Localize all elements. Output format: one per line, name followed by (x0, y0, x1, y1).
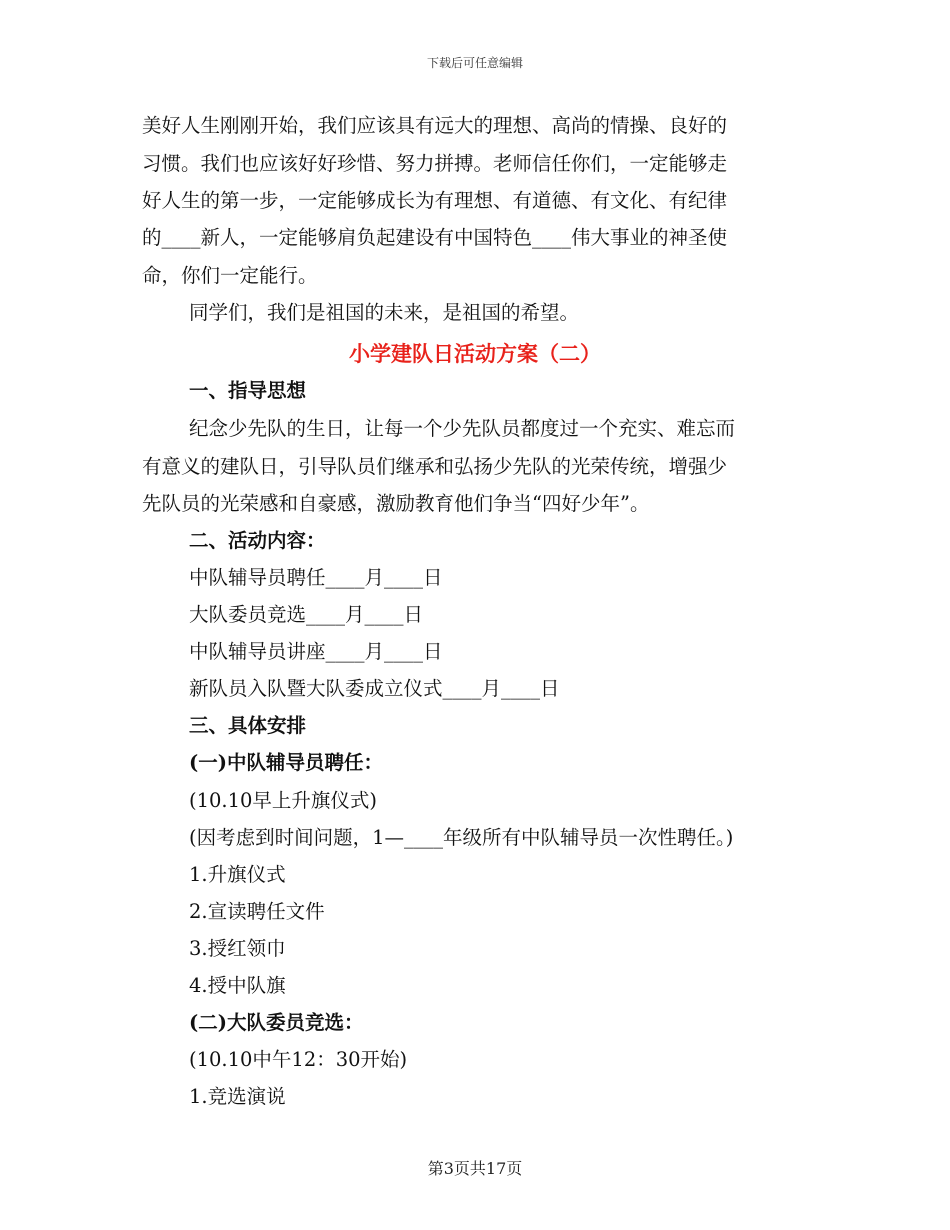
intro-line-2: 习惯。我们也应该好好珍惜、努力拼搏。老师信任你们，一定能够走 (142, 152, 728, 175)
part1-step-1: 1.升旗仪式 (189, 863, 286, 886)
content-heading: 二、活动内容： (189, 529, 326, 552)
page-footer: 第3页共17页 (427, 1159, 523, 1178)
guiding-line-3: 先队员的光荣感和自豪感，激励教育他们争当“四好少年”。 (142, 492, 650, 515)
part2-step-1: 1.竞选演说 (189, 1085, 286, 1108)
intro-closing: 同学们，我们是祖国的未来，是祖国的希望。 (189, 301, 580, 324)
guiding-line-2: 有意义的建队日，引导队员们继承和弘扬少先队的光荣传统，增强少 (142, 455, 728, 478)
part1-step-4: 4.授中队旗 (189, 974, 286, 997)
content-item-1: 中队辅导员聘任____月____日 (189, 566, 443, 589)
section-title: 小学建队日活动方案（二） (349, 341, 601, 366)
content-item-2: 大队委员竞选____月____日 (189, 603, 424, 626)
content-item-3: 中队辅导员讲座____月____日 (189, 640, 443, 663)
intro-line-3: 好人生的第一步，一定能够成长为有理想、有道德、有文化、有纪律 (142, 189, 728, 212)
intro-line-5: 命，你们一定能行。 (142, 264, 318, 287)
intro-line-1: 美好人生刚刚开始，我们应该具有远大的理想、高尚的情操、良好的 (142, 114, 728, 137)
arrangement-heading: 三、具体安排 (189, 714, 307, 737)
guiding-heading: 一、指导思想 (189, 379, 307, 402)
part1-step-2: 2.宣读聘任文件 (189, 900, 325, 923)
page-header: 下载后可任意编辑 (426, 56, 523, 70)
part1-step-3: 3.授红领巾 (189, 937, 286, 960)
content-item-4: 新队员入队暨大队委成立仪式____月____日 (189, 677, 560, 700)
part1-time: (10.10早上升旗仪式) (189, 789, 378, 812)
part1-heading: (一)中队辅导员聘任： (189, 751, 383, 774)
intro-line-4: 的____新人，一定能够肩负起建设有中国特色____伟大事业的神圣使 (142, 226, 728, 249)
guiding-line-1: 纪念少先队的生日，让每一个少先队员都度过一个充实、难忘而 (189, 417, 736, 440)
part2-heading: (二)大队委员竞选： (189, 1011, 364, 1034)
part2-time: (10.10中午12：30开始) (189, 1048, 408, 1071)
part1-note: (因考虑到时间问题，1—____年级所有中队辅导员一次性聘任。) (189, 826, 734, 849)
